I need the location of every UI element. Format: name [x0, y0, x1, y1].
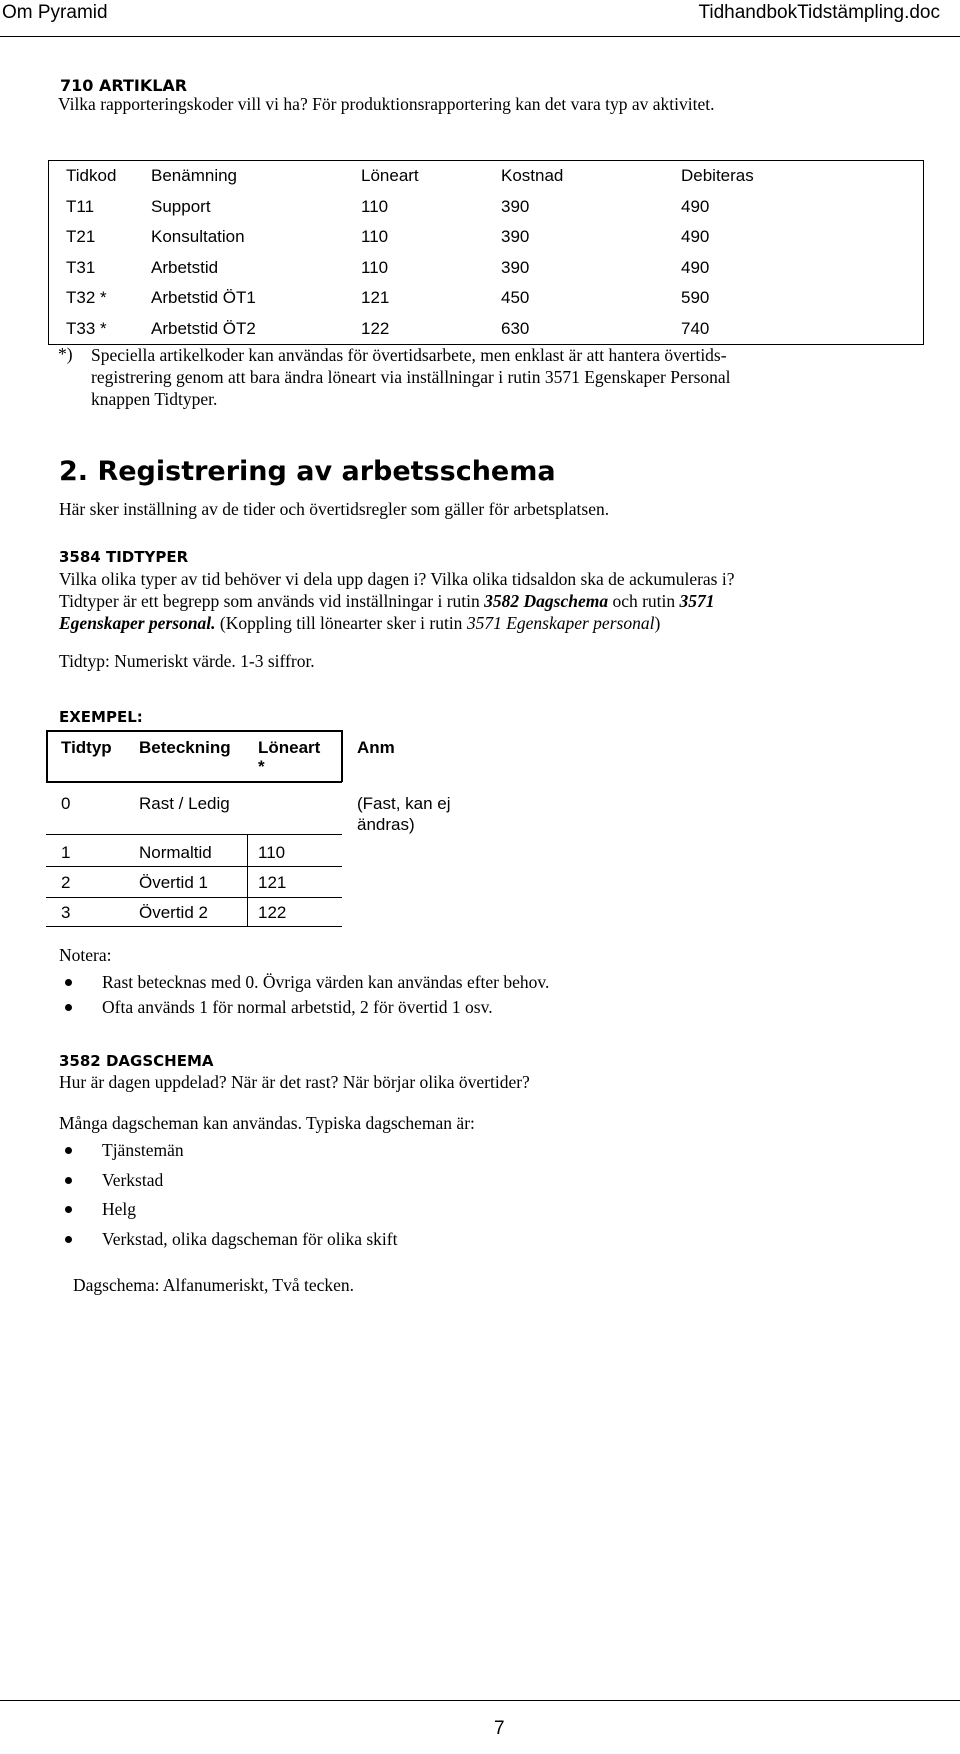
table-cell: 121	[361, 288, 390, 308]
example-table-border	[247, 834, 248, 926]
table-cell: Konsultation	[151, 227, 245, 247]
example-cell-tidtyp: 3	[61, 903, 71, 922]
list-item: Rast betecknas med 0. Övriga värden kan användas efter behov.	[62, 970, 549, 995]
table-cell: Support	[151, 196, 211, 216]
section-3582-question: Hur är dagen uppdelad? När är det rast? När börjar olika övertider?	[59, 1072, 530, 1092]
table-row	[49, 253, 924, 284]
table-header-row	[49, 161, 924, 192]
table-cell: 122	[361, 318, 390, 338]
page-header	[0, 0, 960, 36]
list-item: Ofta används 1 för normal arbetstid, 2 för övertid 1 osv.	[62, 995, 549, 1020]
example-header-tidtyp: Tidtyp	[61, 738, 112, 757]
example-cell-loneart: 122	[258, 903, 287, 922]
example-table-border	[46, 834, 342, 835]
list-item: Tjänstemän	[62, 1136, 397, 1166]
table-row	[49, 314, 924, 345]
table-cell: 740	[681, 318, 710, 338]
example-table-border	[46, 897, 342, 898]
table-row	[49, 192, 924, 223]
reference-3582-dagschema: 3582 Dagschema	[484, 591, 609, 611]
table-cell: 390	[501, 257, 530, 277]
table-cell: 450	[501, 288, 530, 308]
example-table-border	[46, 926, 342, 927]
description-text: )	[654, 613, 661, 633]
column-header: Tidkod	[66, 166, 117, 186]
example-cell-tidtyp: 0	[61, 794, 71, 813]
article-code-table	[48, 160, 924, 345]
footer-rule	[0, 1700, 960, 1701]
example-header-anm: Anm	[357, 738, 395, 757]
example-cell-beteckning: Övertid 1	[139, 873, 208, 892]
section-710-title: 710 ARTIKLAR	[60, 76, 188, 95]
section-710-intro: Vilka rapporteringskoder vill vi ha? För produktionsrapportering kan det vara typ av aktivitet.	[58, 94, 715, 114]
section-2-heading: 2. Registrering av arbetsschema	[59, 456, 556, 487]
dagschema-format: Dagschema: Alfanumeriskt, Två tecken.	[73, 1275, 355, 1295]
column-header: Debiteras	[681, 166, 754, 186]
example-cell-loneart: 121	[258, 873, 287, 892]
table-cell: Arbetstid ÖT2	[151, 318, 256, 338]
column-header: Benämning	[151, 166, 238, 186]
dagschema-list	[62, 1136, 397, 1254]
table-cell: T33 *	[66, 318, 107, 338]
table-cell: 390	[501, 196, 530, 216]
section-3582-title: 3582 DAGSCHEMA	[59, 1052, 214, 1070]
table-row	[49, 222, 924, 253]
header-rule	[0, 36, 960, 37]
column-header: Kostnad	[501, 166, 564, 186]
example-cell-tidtyp: 1	[61, 843, 71, 862]
table-cell: T11	[66, 196, 95, 216]
example-title: EXEMPEL:	[59, 708, 143, 726]
section-3584-question: Vilka olika typer av tid behöver vi dela upp dagen i? Vilka olika tidsaldon ska de ackumuleras i?	[59, 569, 735, 589]
table-cell: 110	[361, 196, 389, 216]
section-3584-title: 3584 TIDTYPER	[59, 548, 189, 566]
example-header-loneart: Löneart	[258, 738, 321, 757]
section-3584-description-line-2	[59, 612, 660, 634]
example-cell-beteckning: Övertid 2	[139, 903, 208, 922]
example-cell-beteckning: Rast / Ledig	[139, 794, 230, 813]
example-header-beteckning: Beteckning	[139, 738, 231, 757]
table-cell: 490	[681, 227, 710, 247]
note-marker: *)	[58, 344, 73, 364]
table-cell: T31	[66, 257, 96, 277]
description-text: (Koppling till lönearter sker i rutin	[215, 613, 467, 633]
reference-3571: 3571	[679, 591, 715, 611]
example-header-loneart-asterisk: *	[258, 757, 265, 776]
example-table-border	[46, 781, 342, 783]
note-line-1: Speciella artikelkoder kan användas för övertidsarbete, men enklast är att hantera övertids-	[91, 345, 727, 365]
table-cell: 110	[361, 227, 389, 247]
notera-list	[62, 970, 549, 1020]
example-cell-beteckning: Normaltid	[139, 843, 212, 862]
table-cell: Arbetstid	[151, 257, 219, 277]
example-table-border	[46, 730, 48, 782]
note-line-2: registrering genom att bara ändra löneart via inställningar i rutin 3571 Egenskaper Personal	[91, 367, 731, 387]
header-title-left: Om Pyramid	[2, 2, 108, 23]
table-row	[49, 283, 924, 314]
reference-egenskaper-personal: Egenskaper personal.	[59, 613, 216, 633]
table-cell: Arbetstid ÖT1	[151, 288, 256, 308]
table-cell: T21	[66, 227, 96, 247]
tidtyp-format: Tidtyp: Numeriskt värde. 1-3 siffror.	[59, 651, 315, 671]
example-table-border	[46, 866, 342, 867]
list-item: Verkstad, olika dagscheman för olika skift	[62, 1225, 397, 1255]
table-cell: 490	[681, 196, 710, 216]
description-text: Tidtyper är ett begrepp som används vid inställningar i rutin	[59, 591, 485, 611]
list-item: Helg	[62, 1195, 397, 1225]
table-cell: 590	[681, 288, 710, 308]
example-table-border	[341, 730, 343, 782]
example-cell-loneart: 110	[258, 843, 286, 862]
table-cell: 110	[361, 257, 389, 277]
table-cell: 630	[501, 318, 530, 338]
description-text: och rutin	[608, 591, 680, 611]
section-2-intro: Här sker inställning av de tider och övertidsregler som gäller för arbetsplatsen.	[59, 499, 610, 519]
note-line-3: knappen Tidtyper.	[91, 389, 218, 409]
table-cell: 490	[681, 257, 710, 277]
header-document-name: TidhandbokTidstämpling.doc	[698, 2, 940, 23]
page-number: 7	[494, 1718, 505, 1739]
section-3582-intro: Många dagscheman kan användas. Typiska dagscheman är:	[59, 1113, 475, 1133]
table-cell: T32 *	[66, 288, 107, 308]
section-3584-description-line-1	[59, 590, 715, 612]
example-cell-tidtyp: 2	[61, 873, 71, 892]
example-cell-anm: ändras)	[357, 815, 415, 834]
table-cell: 390	[501, 227, 530, 247]
column-header: Löneart	[361, 166, 419, 186]
reference-3571-egenskaper-personal: 3571 Egenskaper personal	[466, 613, 655, 633]
notera-label: Notera:	[59, 945, 112, 965]
list-item: Verkstad	[62, 1166, 397, 1196]
example-cell-anm: (Fast, kan ej	[357, 794, 451, 813]
example-table-border	[46, 730, 342, 732]
